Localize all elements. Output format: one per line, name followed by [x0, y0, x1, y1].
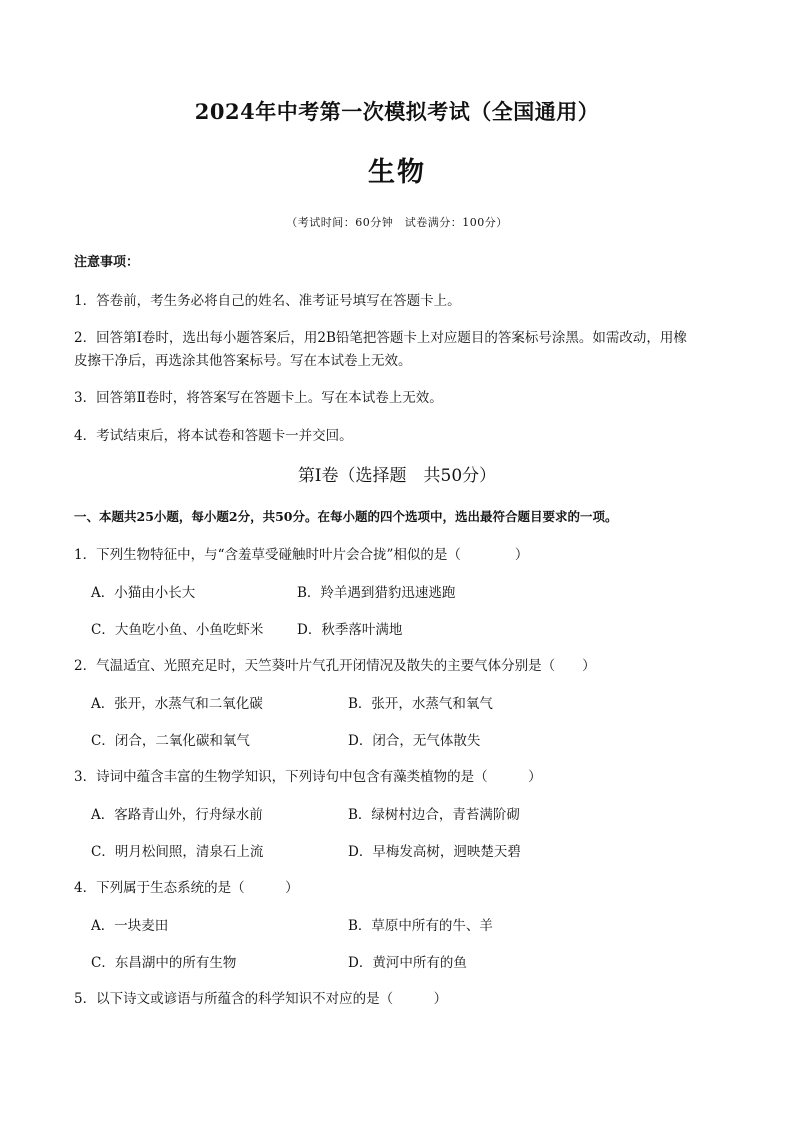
option-c: C．东昌湖中的所有生物 — [91, 955, 237, 971]
option-d: D．早梅发高树，迥映楚天碧 — [348, 844, 521, 860]
question-stem: 5．以下诗文或谚语与所蕴含的科学知识不对应的是（ ） — [74, 991, 448, 1007]
option-b: B．羚羊遇到猎豹迅速逃跑 — [297, 585, 456, 601]
option-d: D．秋季落叶满地 — [297, 622, 403, 638]
notice-item: 4．考试结束后，将本试卷和答题卡一并交回。 — [74, 428, 353, 444]
subject-title: 生物 — [368, 157, 426, 188]
option-a: A．客路青山外，行舟绿水前 — [91, 807, 263, 823]
notice-item: 1．答卷前，考生务必将自己的姓名、准考证号填写在答题卡上。 — [74, 293, 461, 309]
option-b: B．草原中所有的牛、羊 — [348, 918, 493, 934]
notice-item-continued: 皮擦干净后，再选涂其他答案标号。写在本试卷上无效。 — [74, 353, 412, 369]
notice-item: 3．回答第Ⅱ卷时，将答案写在答题卡上。写在本试卷上无效。 — [74, 390, 443, 406]
option-a: A．张开，水蒸气和二氧化碳 — [91, 696, 263, 712]
question-stem: 2．气温适宜、光照充足时，天竺葵叶片气孔开闭情况及散失的主要气体分别是（ ） — [74, 658, 596, 674]
option-c: C．明月松间照，清泉石上流 — [91, 844, 264, 860]
option-b: B．绿树村边合，青苔满阶砌 — [348, 807, 520, 823]
part-description: 一、本题共25小题，每小题2分，共50分。在每小题的四个选项中，选出最符合题目要求的一项。 — [74, 509, 618, 524]
option-c: C．大鱼吃小鱼、小鱼吃虾米 — [91, 622, 264, 638]
option-d: D．闭合，无气体散失 — [348, 733, 481, 749]
question-stem: 4．下列属于生态系统的是（ ） — [74, 880, 299, 896]
option-a: A．小猫由小长大 — [91, 585, 196, 601]
page-title: 2024年中考第一次模拟考试（全国通用） — [194, 99, 600, 124]
option-a: A．一块麦田 — [91, 918, 169, 934]
question-stem: 3．诗词中蕴含丰富的生物学知识，下列诗句中包含有藻类植物的是（ ） — [74, 769, 542, 785]
question-stem: 1．下列生物特征中，与“含羞草受碰触时叶片会合拢”相似的是（ ） — [74, 547, 529, 563]
exam-info: （考试时间：60分钟 试卷满分：100分） — [286, 216, 508, 229]
option-b: B．张开，水蒸气和氧气 — [348, 696, 493, 712]
notice-heading: 注意事项： — [74, 255, 140, 270]
option-c: C．闭合，二氧化碳和氧气 — [91, 733, 250, 749]
section-title: 第Ⅰ卷（选择题 共50分） — [297, 466, 497, 486]
option-d: D．黄河中所有的鱼 — [348, 955, 467, 971]
notice-item: 2．回答第Ⅰ卷时，选出每小题答案后，用2B铅笔把答题卡上对应题目的答案标号涂黑。如需改动，用橡 — [74, 330, 687, 346]
